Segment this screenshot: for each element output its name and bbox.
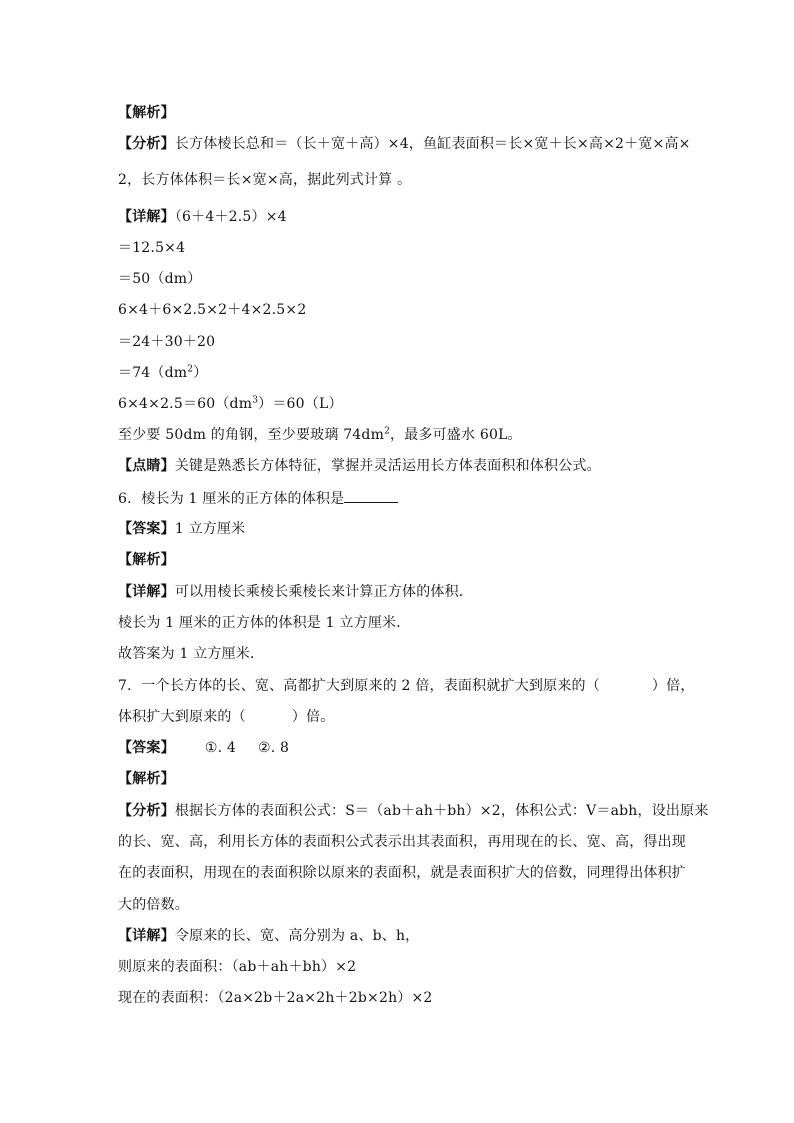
detail-formula: （6＋4＋2.5）×4 [174,209,287,225]
formula-line: 则原来的表面积：（ab＋ah＋bh）×2 [118,959,357,975]
detail-tag: 【详解】 [118,209,175,225]
formula-line: 现在的表面积：（2a×2b＋2a×2h＋2b×2h）×2 [118,990,433,1006]
detail-tag: 【详解】 [118,928,175,944]
section-heading-analysis-q6 [118,550,688,570]
superscript: 2 [187,364,194,375]
analysis-tag: 【解析】 [118,771,175,787]
question-7-text: ）倍， [651,678,695,694]
calc-line-volume [118,394,688,414]
detail-text: 可以用棱长乘棱长乘棱长来计算正方体的体积． [174,584,474,600]
analysis-tag: 【解析】 [118,552,175,568]
analysis-q7-line-3: 在的表面积，用现在的表面积除以原来的表面积，就是表面积扩大的倍数，同理得出体积扩 [118,865,686,881]
conclusion-line [118,425,688,445]
key-point-tag: 【点睛】 [118,458,175,474]
calc-text: 6×4×2.5＝60（dm [118,396,253,412]
calc-line: ＝24＋30＋20 [118,334,216,350]
detail-line-1 [118,207,688,227]
question-6-text: 6．棱长为 1 厘米的正方体的体积是 [118,491,345,507]
question-7-text: 7．一个长方体的长、宽、高都扩大到原来的 2 倍，表面积就扩大到原来的（ [118,678,600,694]
explanation-line: 棱长为 1 厘米的正方体的体积是 1 立方厘米． [118,615,411,631]
calc-line: ＝50（dm） [118,271,202,287]
answer-tag: 【答案】 [118,740,175,756]
answer-line-q6 [118,519,688,539]
superscript: 3 [252,395,259,406]
question-6 [118,488,688,509]
answer-blank [344,488,398,503]
analysis-paragraph-line-2 [118,170,688,190]
calc-line: ＝12.5×4 [118,240,186,256]
explanation-line: 故答案为 1 立方厘米． [118,646,265,662]
question-7-text: 体积扩大到原来的（ [118,709,246,725]
analysis-q7-line-1 [118,801,709,821]
detail-tag: 【详解】 [118,584,175,600]
calc-text: ＝74（dm [118,365,188,381]
analysis-label-tag: 【分析】 [118,136,175,152]
answer-line-q7 [118,738,688,758]
calc-text: ）＝60（L） [258,396,343,412]
answer-1: ①. 4 [204,740,236,756]
answer-tag: 【答案】 [118,521,175,537]
section-heading-analysis-q7 [118,769,688,789]
key-point-text: 关键是熟悉长方体特征，掌握并灵活运用长方体表面积和体积公式。 [174,458,601,474]
section-heading-analysis [118,103,688,123]
analysis-label-tag: 【分析】 [118,803,175,819]
superscript: 2 [384,426,390,437]
analysis-text: 长方体棱长总和＝（长＋宽＋高）×4，鱼缸表面积＝长×宽＋长×高×2＋宽×高× [174,136,691,152]
detail-q7-line [118,926,688,946]
question-7-line-1 [118,676,695,696]
conclusion-text: 至少要 50dm 的角钢，至少要玻璃 74dm [118,427,385,443]
question-7-text: ）倍。 [291,709,335,725]
calc-line-area [118,363,688,383]
detail-line-q6 [118,582,688,602]
calc-text: ） [193,365,208,381]
question-7-line-2 [118,707,688,727]
analysis-q7-line-2: 的长、宽、高，利用长方体的表面积公式表示出其表面积，再用现在的长、宽、高，得出现 [118,834,686,850]
detail-text: 令原来的长、宽、高分别为 a、b、h， [174,928,420,944]
analysis-q7-line-4: 大的倍数。 [118,897,189,913]
analysis-text: 根据长方体的表面积公式：S＝（ab＋ah＋bh）×2，体积公式：V＝abh，设出原来 [174,803,709,819]
answer-text: 1 立方厘米 [174,521,246,537]
conclusion-text: ，最多可盛水 60L。 [390,427,522,443]
analysis-tag: 【解析】 [118,105,175,121]
calc-line: 6×4＋6×2.5×2＋4×2.5×2 [118,302,307,318]
key-point-line [118,456,688,476]
analysis-paragraph-line-1 [118,134,691,154]
analysis-text-cont: 2，长方体体积＝长×宽×高，据此列式计算 。 [118,172,412,188]
answer-2: ②. 8 [257,740,290,756]
